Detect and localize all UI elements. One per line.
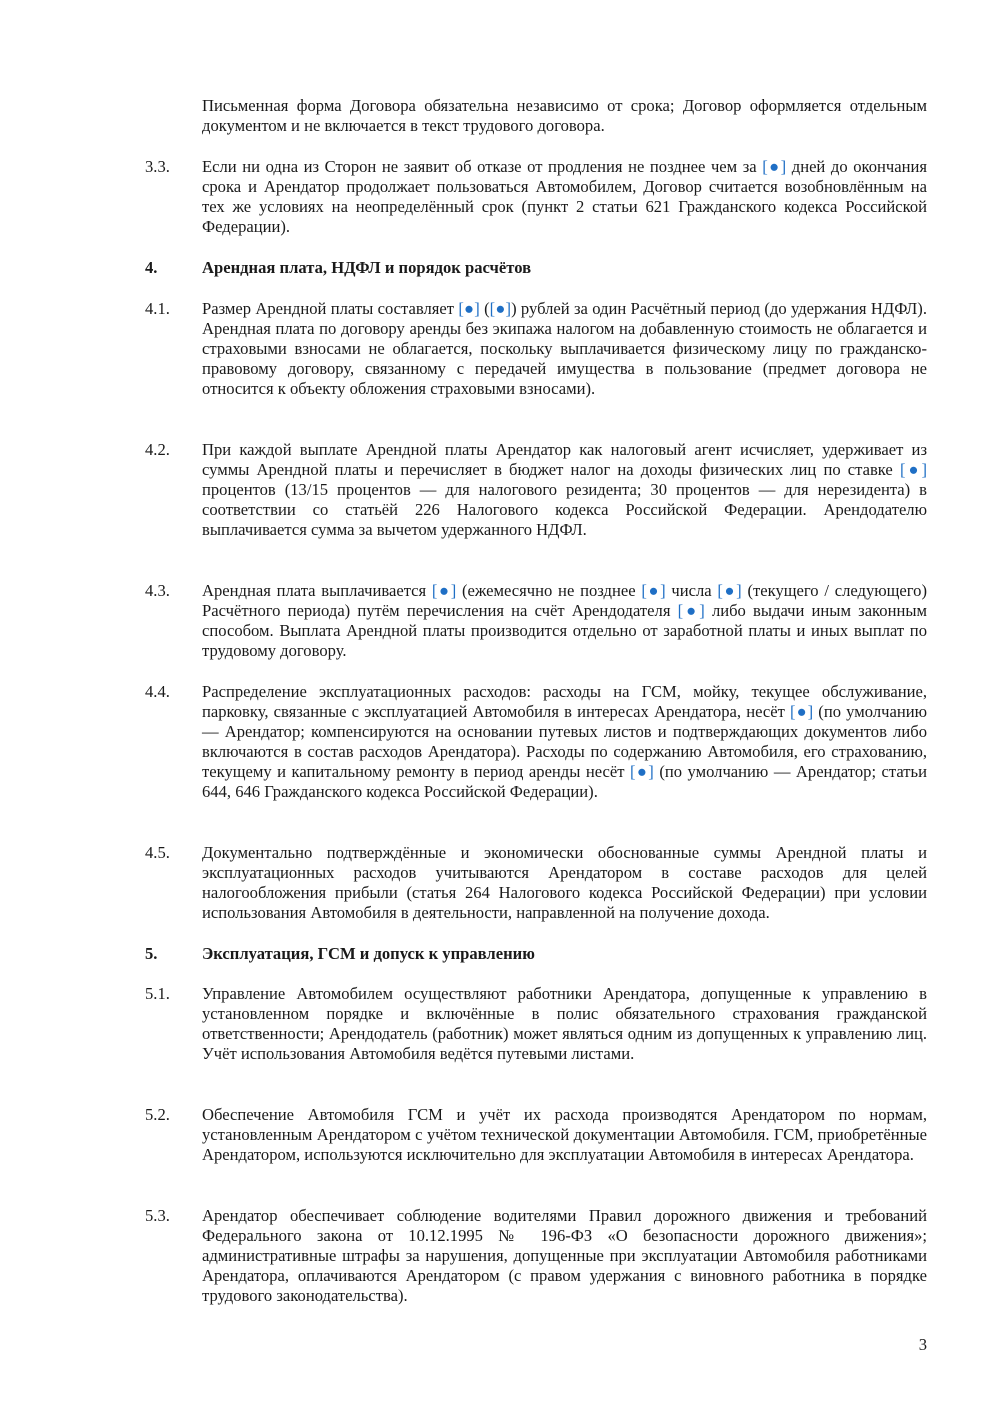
clause-number: 5.1. (145, 984, 170, 1003)
placeholder-field: [●] (762, 157, 787, 176)
clause-text (202, 1105, 927, 1165)
clause (145, 440, 927, 540)
section-title (202, 258, 927, 278)
text-segment: (по умолчанию — Арендатор; компенсируются на основании путевых листов и подтверждающих документов либо включаются в состав расходов Арендатора). Расходы по содержанию Автомобиля, его страхованию, текущему и капитальному ремонту в период аренды несёт (202, 702, 927, 781)
section-number: 4. (145, 258, 158, 277)
clause-text (202, 157, 927, 237)
clause (145, 581, 927, 661)
text-segment: Письменная форма Договора обязательна независимо от срока; Договор оформляется отдельным документом и не включается в текст трудового договора. (202, 96, 927, 135)
text-segment: Управление Автомобилем осуществляют работники Арендатора, допущенные к управлению в установленном порядке и включённые в полис обязательного страхования гражданской ответственности; Арендодатель (работник) может являться одним из допущенных к управлению лиц. Учёт использования Автомобиля ведётся путевыми листами. (202, 984, 927, 1063)
clause-text (202, 581, 927, 661)
placeholder-field: [●] (790, 702, 814, 721)
text-segment: Эксплуатация, ГСМ и допуск к управлению (202, 944, 535, 963)
section-title (202, 944, 927, 964)
clause (145, 157, 927, 237)
clause-text (202, 96, 927, 136)
text-segment: (ежемесячно не позднее (456, 581, 642, 600)
placeholder-field: [●] (489, 299, 512, 318)
placeholder-field: [●] (630, 762, 654, 781)
section-number: 5. (145, 944, 158, 963)
text-segment: Арендная плата, НДФЛ и порядок расчётов (202, 258, 532, 277)
text-segment: Документально подтверждённые и экономически обоснованные суммы Арендной платы и эксплуатационных расходов учитываются Арендатором в составе расходов для целей налогообложения прибыли (статья 264 Налогового кодекса Российской Федерации) при условии использования Автомобиля в деятельности, направленной на получение дохода. (202, 843, 927, 922)
text-segment: (по умолчанию — Арендатор; статьи 644, 646 Гражданского кодекса Российской Федерации). (202, 762, 927, 801)
section-heading (145, 258, 927, 278)
text-segment: дней до окончания срока и Арендатор продолжает пользоваться Автомобилем, Договор считается возобновлённым на тех же условиях на неопределённый срок (пункт 2 статьи 621 Гражданского кодекса Российской Федерации). (202, 157, 927, 236)
clause-number: 4.1. (145, 299, 170, 318)
text-segment: Если ни одна из Сторон не заявит об отказе от продления не позднее чем за (202, 157, 763, 176)
clause (145, 682, 927, 802)
text-segment: числа (665, 581, 718, 600)
clause-text (202, 682, 927, 802)
text-segment: ( (479, 299, 490, 318)
text-segment: либо выдачи иным законным способом. Выплата Арендной платы производится отдельно от заработной платы и иных выплат по трудовому договору. (202, 601, 927, 660)
clause-number: 4.2. (145, 440, 170, 459)
placeholder-field: [●] (677, 601, 705, 620)
clause-number: 4.4. (145, 682, 170, 701)
clause-text (202, 440, 927, 540)
clause-text (202, 984, 927, 1064)
text-segment: Обеспечение Автомобиля ГСМ и учёт их расхода производятся Арендатором по нормам, установленным Арендатором с учётом технической документации Автомобиля. ГСМ, приобретённые Арендатором, используются исключительно для эксплуатации Автомобиля в интересах Арендатора. (202, 1105, 927, 1164)
clause-number: 3.3. (145, 157, 170, 176)
placeholder-field: [●] (431, 581, 457, 600)
clause-number: 4.3. (145, 581, 170, 600)
text-segment: Распределение эксплуатационных расходов: расходы на ГСМ, мойку, текущее обслуживание, парковку, связанные с эксплуатацией Автомобиля в интересах Арендатора, несёт (202, 682, 927, 721)
clause (145, 1105, 927, 1165)
placeholder-field: [●] (717, 581, 742, 600)
text-segment: ) рублей за один Расчётный период (до удержания НДФЛ). Арендная плата по договору аренды без экипажа налогом на добавленную стоимость не облагается и страховыми взносами не облагается, поскольку выплачивается физическому лицу по гражданско-правовому договору, связанному с передачей имущества в пользование (предмет договора не относится к объекту обложения страховыми взносами). (202, 299, 927, 398)
clause (145, 1206, 927, 1306)
section-heading (145, 944, 927, 964)
text-segment: При каждой выплате Арендной платы Арендатор как налоговый агент исчисляет, удерживает из суммы Арендной платы и перечисляет в бюджет налог на доходы физических лиц по ставке (202, 440, 927, 479)
placeholder-field: [●] (641, 581, 666, 600)
placeholder-field: [●] (458, 299, 480, 318)
page-number: 3 (918, 1335, 927, 1354)
clause-number: 4.5. (145, 843, 170, 862)
clause (145, 843, 927, 923)
paragraph-continuation (145, 96, 927, 136)
text-segment: процентов (13/15 процентов — для налогового резидента; 30 процентов — для нерезидента) в соответствии со статьёй 226 Налогового кодекса Российской Федерации. Арендодателю выплачивается сумма за вычетом удержанного НДФЛ. (202, 480, 927, 539)
clause (145, 299, 927, 399)
text-segment: Размер Арендной платы составляет (202, 299, 459, 318)
clause (145, 984, 927, 1064)
text-segment: Арендатор обеспечивает соблюдение водителями Правил дорожного движения и требований Федерального закона от 10.12.1995 № 196-ФЗ «О безопасности дорожного движения»; административные штрафы за нарушения, допущенные при эксплуатации Автомобиля работниками Арендатора, оплачиваются Арендатором (с правом удержания с виновного работника в порядке трудового законодательства). (202, 1206, 927, 1305)
clause-number: 5.3. (145, 1206, 170, 1225)
text-segment: Арендная плата выплачивается (202, 581, 432, 600)
text-segment: (текущего / следующего) Расчётного периода) путём перечисления на счёт Арендодателя (202, 581, 928, 620)
clause-text (202, 1206, 927, 1306)
clause-text (202, 299, 927, 399)
clause-text (202, 843, 927, 923)
placeholder-field: [●] (899, 460, 928, 479)
clause-number: 5.2. (145, 1105, 170, 1124)
